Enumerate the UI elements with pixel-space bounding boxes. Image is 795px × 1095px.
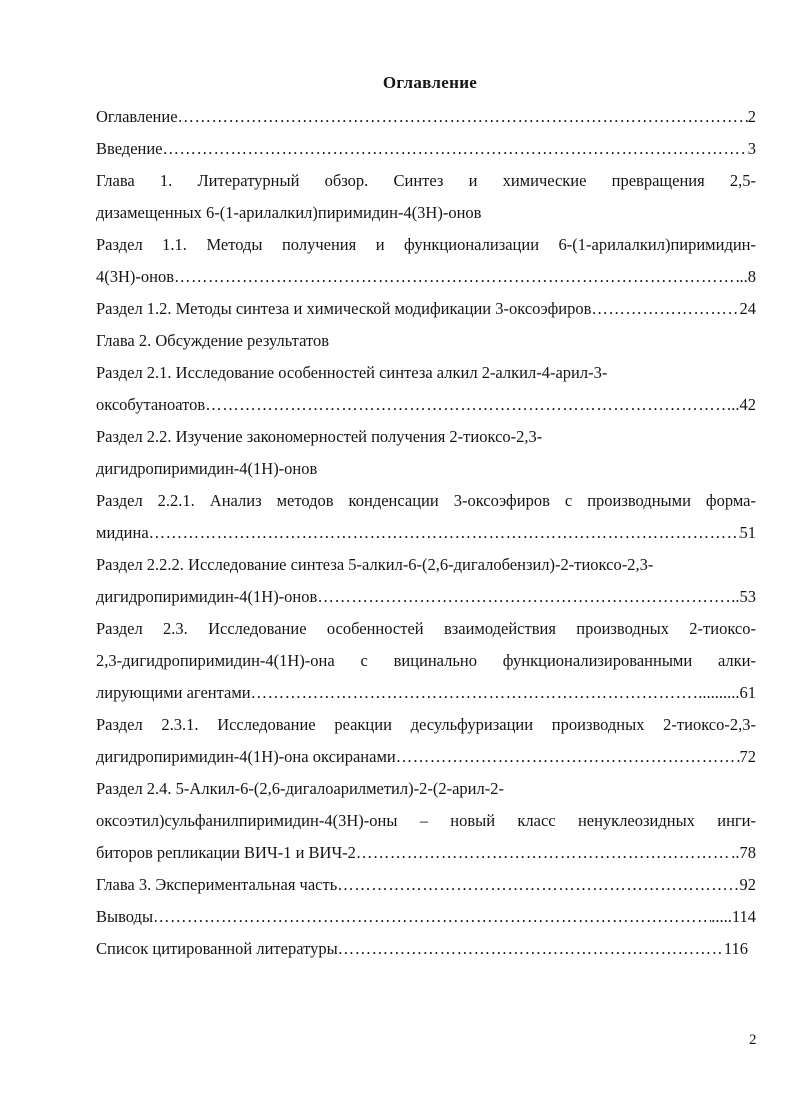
toc-page-number: ..8 xyxy=(739,267,756,286)
toc-entry-text: мидина xyxy=(96,523,149,542)
toc-page-number: ..........61 xyxy=(698,683,756,702)
toc-entry-text: лирующими агентами xyxy=(96,683,251,702)
toc-entry xyxy=(96,136,756,168)
toc-entry-continuation xyxy=(96,520,756,552)
dot-leader xyxy=(356,840,731,866)
toc-entry-continuation: 2,3-дигидропиримидин-4(1H)-она с вицинально функционализированными алки- xyxy=(96,651,756,670)
toc-page-number: 3 xyxy=(747,139,756,158)
toc-page-number: 24 xyxy=(739,299,756,318)
dot-leader xyxy=(591,296,739,322)
toc-entry-continuation xyxy=(96,744,756,776)
toc-page-number: ..42 xyxy=(731,395,756,414)
dot-leader xyxy=(396,744,740,770)
dot-leader xyxy=(153,904,711,930)
toc-entry: Раздел 2.3. Исследование особенностей взаимодействия производных 2-тиоксо- xyxy=(96,619,756,638)
toc-entry: Раздел 2.2.2. Исследование синтеза 5-алкил-6-(2,6-дигалобензил)-2-тиоксо-2,3- xyxy=(96,555,654,574)
table-of-contents xyxy=(96,104,756,968)
toc-page-number: 72 xyxy=(739,747,756,766)
dot-leader xyxy=(174,264,739,290)
toc-entry-text: 4(3H)-онов xyxy=(96,267,175,286)
toc-entry-continuation: дизамещенных 6-(1-арилалкил)пиримидин-4(3H)-онов xyxy=(96,203,482,222)
dot-leader xyxy=(338,936,724,962)
toc-entry-continuation xyxy=(96,264,756,296)
toc-page-number: 92 xyxy=(739,875,756,894)
toc-entry-text: оксобутаноатов xyxy=(96,395,206,414)
dot-leader xyxy=(251,680,699,706)
toc-entry: Раздел 2.2.1. Анализ методов конденсации 3-оксоэфиров с производными форма- xyxy=(96,491,756,510)
toc-entry-text: Выводы xyxy=(96,907,154,926)
toc-entry: Раздел 2.4. 5-Алкил-6-(2,6-дигалоарилметил)-2-(2-арил-2- xyxy=(96,779,504,798)
toc-entry: Глава 1. Литературный обзор. Синтез и химические превращения 2,5- xyxy=(96,171,756,190)
toc-page-number: 2 xyxy=(747,107,756,126)
dot-leader xyxy=(317,584,731,610)
toc-entry-text: Список цитированной литературы xyxy=(96,939,338,958)
dot-leader xyxy=(149,520,740,546)
toc-page-number: ..78 xyxy=(731,843,756,862)
toc-entry xyxy=(96,296,756,328)
toc-page-number: ..53 xyxy=(731,587,756,606)
toc-entry xyxy=(96,104,756,136)
toc-entry-text: дигидропиримидин-4(1H)-она оксиранами xyxy=(96,747,396,766)
dot-leader xyxy=(205,392,731,418)
toc-entry-text: биторов репликации ВИЧ-1 и ВИЧ-2 xyxy=(96,843,356,862)
toc-entry: Раздел 1.1. Методы получения и функционализации 6-(1-арилалкил)пиримидин- xyxy=(96,235,756,254)
toc-entry-continuation: оксоэтил)сульфанилпиримидин-4(3H)-оны – новый класс ненуклеозидных инги- xyxy=(96,811,756,830)
toc-entry-text: Раздел 1.2. Методы синтеза и химической модификации 3-оксоэфиров xyxy=(96,299,592,318)
toc-entry xyxy=(96,904,756,936)
toc-entry-text: Введение xyxy=(96,139,163,158)
toc-entry-continuation xyxy=(96,680,756,712)
toc-page-number: 51 xyxy=(739,523,756,542)
toc-entry-continuation: дигидропиримидин-4(1H)-онов xyxy=(96,459,318,478)
toc-entry xyxy=(96,872,756,904)
page-number: 2 xyxy=(749,1032,757,1048)
toc-entry: Раздел 2.2. Изучение закономерностей получения 2-тиоксо-2,3- xyxy=(96,427,543,446)
dot-leader xyxy=(178,104,748,130)
toc-page-number: 116 xyxy=(723,939,748,958)
toc-entry: Глава 2. Обсуждение результатов xyxy=(96,331,329,350)
page-title: Оглавление xyxy=(382,73,478,92)
toc-entry: Раздел 2.1. Исследование особенностей синтеза алкил 2-алкил-4-арил-3- xyxy=(96,363,608,382)
toc-entry-text: дигидропиримидин-4(1H)-онов xyxy=(96,587,318,606)
toc-entry: Раздел 2.3.1. Исследование реакции десульфуризации производных 2-тиоксо-2,3- xyxy=(96,715,756,734)
dot-leader xyxy=(163,136,748,162)
toc-entry-continuation xyxy=(96,584,756,616)
toc-entry-text: Оглавление xyxy=(96,107,178,126)
toc-page-number: .....114 xyxy=(711,907,756,926)
dot-leader xyxy=(337,872,739,898)
toc-entry-continuation xyxy=(96,392,756,424)
toc-entry-text: Глава 3. Экспериментальная часть xyxy=(96,875,338,894)
toc-entry-continuation xyxy=(96,840,756,872)
toc-entry xyxy=(96,936,756,968)
